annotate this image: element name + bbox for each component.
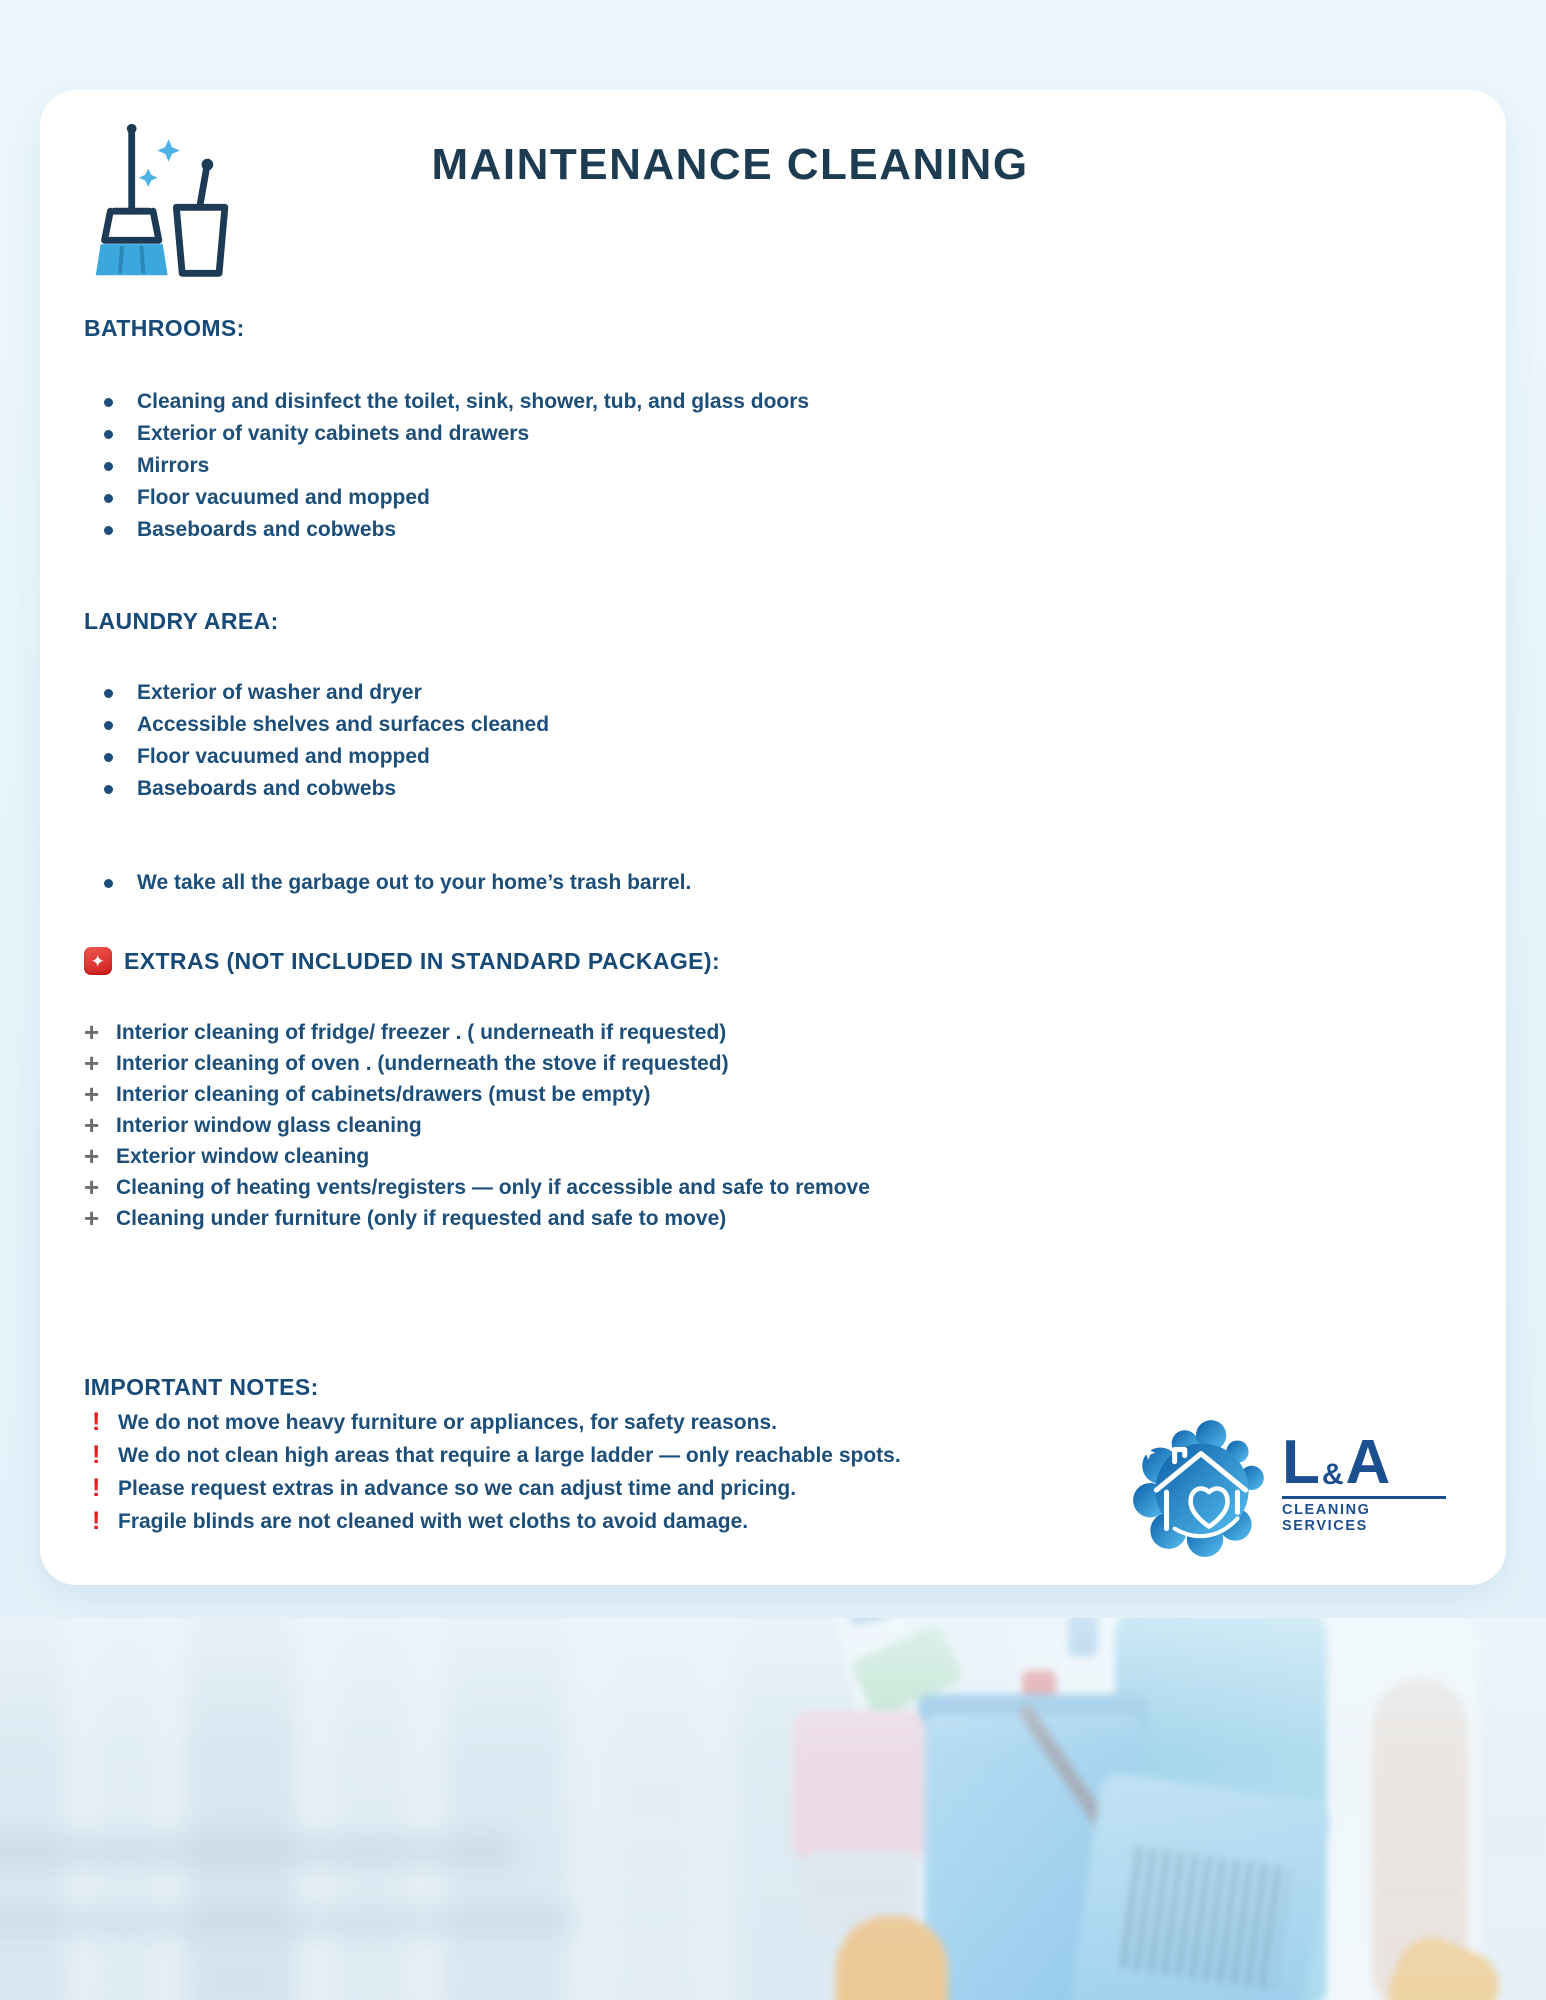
- bullet-icon: [104, 398, 113, 407]
- list-item: [104, 482, 1462, 514]
- plus-icon: +: [84, 1079, 100, 1109]
- list-item-text: Accessible shelves and surfaces cleaned: [137, 713, 550, 736]
- list-item-text: We take all the garbage out to your home’s trash barrel.: [137, 871, 692, 894]
- flyer-card: [40, 90, 1506, 1585]
- section-heading-laundry: LAUNDRY AREA:: [84, 608, 279, 634]
- section-heading-text: EXTRAS (NOT INCLUDED IN STANDARD PACKAGE):: [124, 947, 721, 974]
- logo-ampersand: &: [1321, 1458, 1344, 1491]
- list-item-text: Interior cleaning of cabinets/drawers (must be empty): [116, 1083, 651, 1106]
- bullet-icon: [104, 689, 113, 698]
- list-item-text: Interior cleaning of fridge/ freezer . ( underneath if requested): [116, 1021, 727, 1044]
- section-heading-bathrooms: BATHROOMS:: [84, 315, 245, 341]
- list-item-text: Exterior of vanity cabinets and drawers: [137, 422, 530, 445]
- garbage-note-list: [84, 867, 1462, 899]
- plus-icon: +: [84, 1172, 100, 1202]
- list-item: [104, 741, 1462, 773]
- list-item: [104, 677, 1462, 709]
- plus-icon: +: [84, 1048, 100, 1078]
- list-item: [84, 1110, 1462, 1141]
- list-item-text: Floor vacuumed and mopped: [137, 486, 430, 509]
- logo-bubbles-icon: [1126, 1407, 1278, 1559]
- list-item: [104, 514, 1462, 546]
- list-item-text: Interior cleaning of oven . (underneath the stove if requested): [116, 1052, 729, 1075]
- list-item-text: Baseboards and cobwebs: [137, 518, 397, 541]
- list-item: [104, 450, 1462, 482]
- list-item-text: Interior window glass cleaning: [116, 1114, 422, 1137]
- list-item-text: Cleaning and disinfect the toilet, sink, shower, tub, and glass doors: [137, 390, 810, 413]
- company-logo: [1126, 1407, 1446, 1559]
- list-item-text: Mirrors: [137, 454, 210, 477]
- plus-icon: +: [84, 1110, 100, 1140]
- exclamation-icon: !: [92, 1507, 101, 1535]
- bullet-icon: [104, 430, 113, 439]
- flyer-content: [84, 90, 1462, 1538]
- photo-white-veil: [0, 1618, 1546, 2000]
- list-item: [104, 418, 1462, 450]
- list-item-text: Please request extras in advance so we can adjust time and pricing.: [118, 1477, 797, 1500]
- logo-subtitle: CLEANING SERVICES: [1282, 1496, 1446, 1534]
- list-item: [84, 1141, 1462, 1172]
- list-item-text: We do not clean high areas that require a large ladder — only reachable spots.: [118, 1444, 901, 1467]
- list-item-text: Floor vacuumed and mopped: [137, 745, 430, 768]
- plus-icon: +: [84, 1017, 100, 1047]
- list-item: [104, 773, 1462, 805]
- logo-text: [1282, 1428, 1446, 1534]
- plus-icon: +: [84, 1203, 100, 1233]
- bullet-icon: [104, 494, 113, 503]
- list-item-text: Cleaning under furniture (only if requested and safe to move): [116, 1207, 727, 1230]
- bullet-icon: [104, 753, 113, 762]
- list-item-text: Fragile blinds are not cleaned with wet cloths to avoid damage.: [118, 1510, 749, 1533]
- exclamation-icon: !: [92, 1408, 101, 1436]
- bullet-icon: [104, 879, 113, 888]
- list-item: [84, 1017, 1462, 1048]
- section-heading-notes: IMPORTANT NOTES:: [84, 1374, 319, 1400]
- laundry-list: [84, 677, 1462, 805]
- extras-list: [84, 1017, 1462, 1234]
- bullet-icon: [104, 462, 113, 471]
- page-title: MAINTENANCE CLEANING: [431, 140, 1029, 189]
- list-item: [84, 1172, 1462, 1203]
- list-item: [84, 1048, 1462, 1079]
- alert-badge-icon: [84, 947, 112, 975]
- list-item-text: Exterior window cleaning: [116, 1145, 370, 1168]
- list-item: [104, 386, 1462, 418]
- star-glyph: ✦: [90, 951, 106, 971]
- logo-letter-a: A: [1345, 1428, 1391, 1497]
- plus-icon: +: [84, 1141, 100, 1171]
- exclamation-icon: !: [92, 1441, 101, 1469]
- list-item: [104, 867, 1462, 899]
- section-heading-extras: [84, 947, 1462, 975]
- bullet-icon: [104, 721, 113, 730]
- list-item: [84, 1203, 1462, 1234]
- list-item-text: Baseboards and cobwebs: [137, 777, 397, 800]
- list-item-text: We do not move heavy furniture or appliances, for safety reasons.: [118, 1411, 777, 1434]
- logo-letter-l: L: [1282, 1428, 1320, 1497]
- list-item: [84, 1079, 1462, 1110]
- list-item: [104, 709, 1462, 741]
- bullet-icon: [104, 526, 113, 535]
- list-item-text: Cleaning of heating vents/registers — only if accessible and safe to remove: [116, 1176, 870, 1199]
- footer-photo: [0, 1618, 1546, 2000]
- list-item-text: Exterior of washer and dryer: [137, 681, 422, 704]
- bathrooms-list: [84, 386, 1462, 546]
- logo-wordmark: [1282, 1428, 1391, 1497]
- exclamation-icon: !: [92, 1474, 101, 1502]
- bullet-icon: [104, 785, 113, 794]
